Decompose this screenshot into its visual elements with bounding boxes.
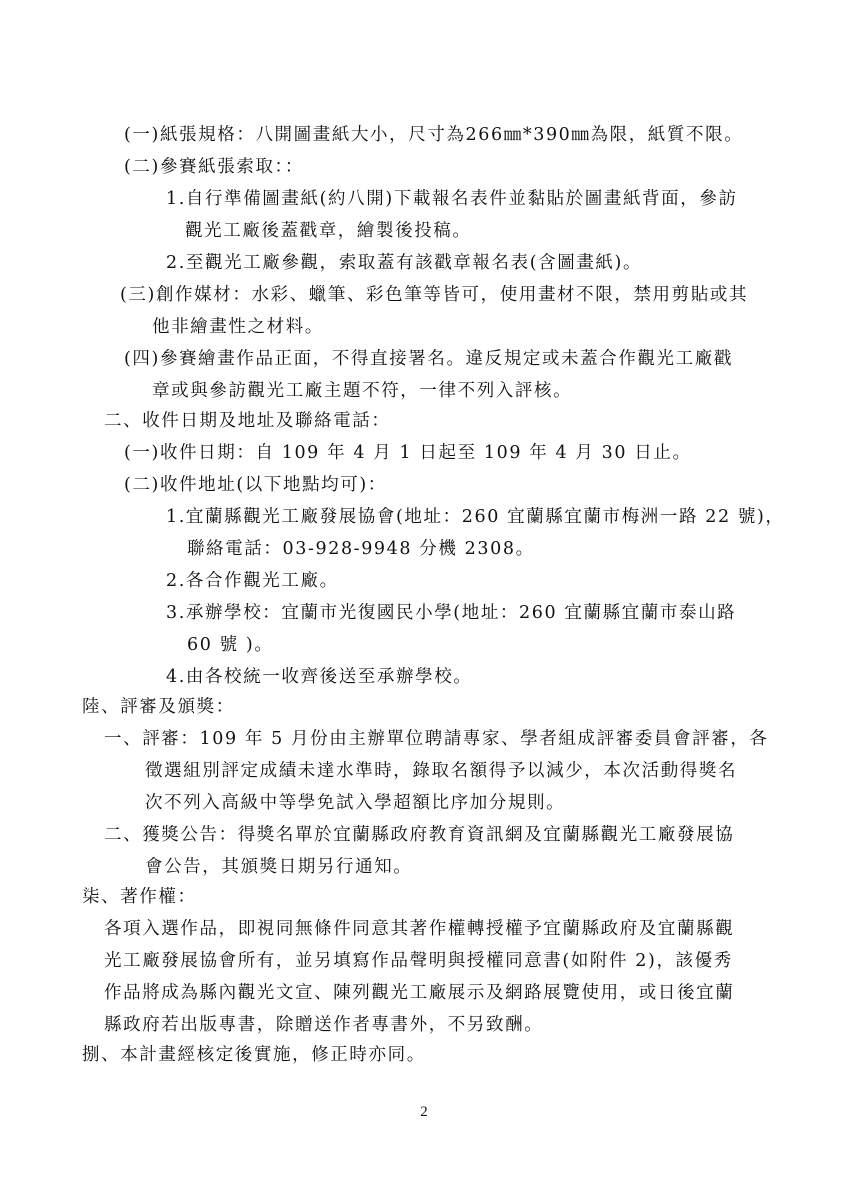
section-heading: 捌、本計畫經核定後實施，修正時亦同。 [82,1045,426,1065]
text-line: (一)紙張規格：八開圖畫紙大小，尺寸為266㎜*390㎜為限，紙質不限。 [124,125,744,145]
text-line: 次不列入高級中等學免試入學超額比序加分規則。 [145,793,566,813]
text-line: 1.自行準備圖畫紙(約八開)下載報名表件並黏貼於圖畫紙背面，參訪 [166,189,738,209]
text-line: (三)創作媒材：水彩、蠟筆、彩色筆等皆可，使用畫材不限，禁用剪貼或其 [120,285,749,305]
text-line: 4.由各校統一收齊後送至承辦學校。 [166,667,473,687]
text-line: 二、獲獎公告：得獎名單於宜蘭縣政府教育資訊網及宜蘭縣觀光工廠發展協 [104,825,735,845]
text-line: 觀光工廠後蓋戳章，繪製後投稿。 [185,221,472,241]
text-line: (二)收件地址(以下地點均可)： [124,475,387,495]
text-line: 會公告，其頒獎日期另行通知。 [145,857,413,877]
text-line: 他非繪畫性之材料。 [152,317,324,337]
text-line: 1.宜蘭縣觀光工廠發展協會(地址：260 宜蘭縣宜蘭市梅洲一路 22 號)， [166,507,785,527]
text-line: (四)參賽繪畫作品正面，不得直接署名。違反規定或未蓋合作觀光工廠戳 [124,349,733,369]
text-line: 60 號 )。 [187,635,274,655]
text-line: 3.承辦學校：宜蘭市光復國民小學(地址：260 宜蘭縣宜蘭市泰山路 [166,603,737,623]
text-line: 各項入選作品，即視同無條件同意其著作權轉授權予宜蘭縣政府及宜蘭縣觀 [104,919,735,939]
text-line: 作品將成為縣內觀光文宣、陳列觀光工廠展示及網路展覽使用，或日後宜蘭 [104,983,735,1003]
text-line: 2.各合作觀光工廠。 [166,571,339,591]
text-line: 縣政府若出版專書，除贈送作者專書外，不另致酬。 [104,1015,544,1035]
text-line: (一)收件日期：自 109 年 4 月 1 日起至 109 年 4 月 30 日止。 [124,443,692,463]
text-line: (二)參賽紙張索取：： [124,157,305,177]
section-heading: 陸、評審及頒獎： [82,697,235,717]
text-line: 章或與參訪觀光工廠主題不符，一律不列入評核。 [152,381,573,401]
page-number: 2 [420,1104,428,1120]
text-line: 2.至觀光工廠參觀，索取蓋有該戳章報名表(含圖畫紙)。 [166,253,643,273]
section-heading: 柒、著作權： [82,887,197,907]
section-heading: 二、收件日期及地址及聯絡電話： [104,411,391,431]
text-line: 光工廠發展協會所有，並另填寫作品聲明與授權同意書(如附件 2)，該優秀 [104,951,733,971]
text-line: 徵選組別評定成績未達水準時，錄取名額得予以減少，本次活動得獎名 [145,761,738,781]
text-line: 聯絡電話：03-928-9948 分機 2308。 [187,539,535,559]
text-line: 一、評審：109 年 5 月份由主辦單位聘請專家、學者組成評審委員會評審，各 [104,729,769,749]
